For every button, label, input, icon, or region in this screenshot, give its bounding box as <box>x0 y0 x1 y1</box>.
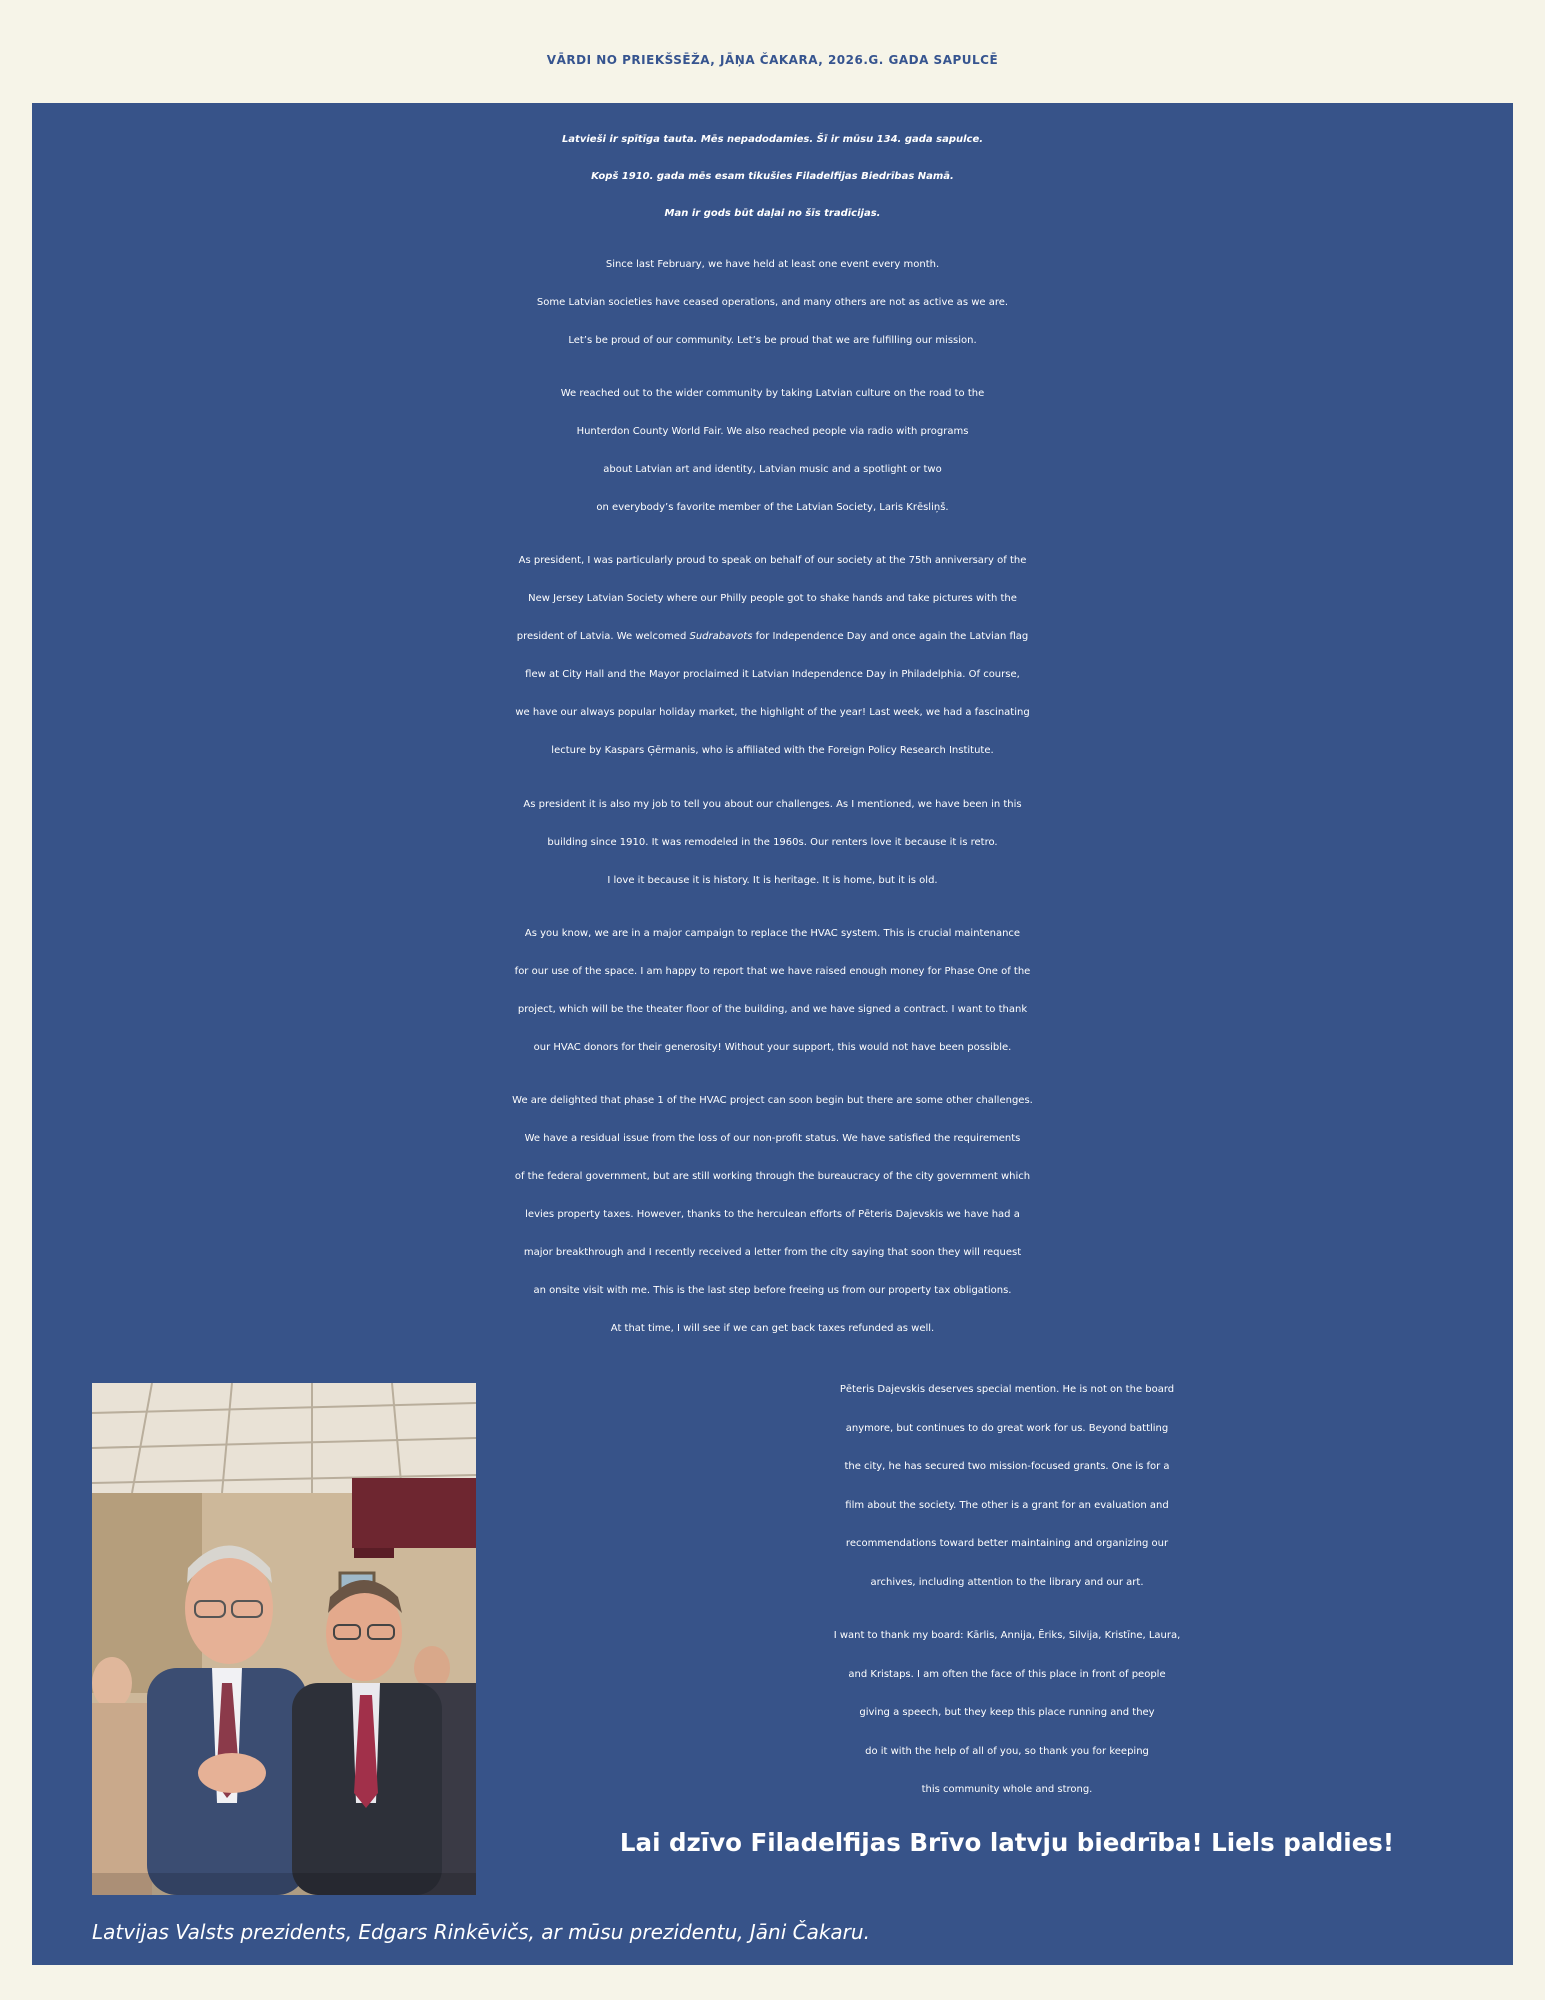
text-line: Some Latvian societies have ceased operations, and many others are not as active as we are. <box>536 297 1009 308</box>
text-line: flew at City Hall and the Mayor proclaimed it Latvian Independence Day in Philadelphia. Of course, <box>525 669 1020 680</box>
text-line: film about the society. The other is a grant for an evaluation and <box>845 1499 1169 1511</box>
text-line: on everybody’s favorite member of the Latvian Society, Laris Krēsliņš. <box>596 502 949 513</box>
intro-line: Man ir gods būt daļai no šīs tradīcijas. <box>664 208 881 219</box>
text-line: of the federal government, but are still working through the bureaucracy of the city government which <box>514 1171 1031 1182</box>
intro-line: Latvieši ir spītīga tauta. Mēs nepadodamies. Šī ir mūsu 134. gada sapulce. <box>561 134 984 145</box>
text-line: We are delighted that phase 1 of the HVAC project can soon begin but there are some other challenges. <box>512 1095 1033 1106</box>
text-line: the city, he has secured two mission-focused grants. One is for a <box>844 1461 1170 1472</box>
text-line: our HVAC donors for their generosity! Without your support, this would not have been possible. <box>533 1042 1012 1053</box>
text-line: As president, I was particularly proud to speak on behalf of our society at the 75th anniversary of the <box>518 555 1027 566</box>
text-line: As president it is also my job to tell you about our challenges. As I mentioned, we have been in this <box>523 799 1022 810</box>
text-line: we have our always popular holiday market, the highlight of the year! Last week, we had a fascinating <box>515 707 1030 718</box>
paragraph-taxes <box>32 1082 1513 1348</box>
text-line: project, which will be the theater floor of the building, and we have signed a contract. I want to thank <box>517 1004 1028 1015</box>
paragraph-outreach <box>32 375 1513 527</box>
text-fragment: president of Latvia. We welcomed <box>516 631 690 642</box>
text-line: this community whole and strong. <box>921 1784 1093 1795</box>
page-title: VĀRDI NO PRIEKŠSĒŽA, JĀŅA ČAKARA, 2026.G. GADA SAPULCĒ <box>546 53 999 67</box>
text-line: Hunterdon County World Fair. We also reached people via radio with programs <box>576 426 969 437</box>
photo-presidents <box>92 1383 476 1895</box>
text-line: Let’s be proud of our community. Let’s be proud that we are fulfilling our mission. <box>568 335 977 346</box>
paragraph-board-thanks <box>537 1617 1477 1810</box>
paragraph-dajevskis <box>537 1371 1477 1602</box>
text-line: At that time, I will see if we can get back taxes refunded as well. <box>610 1323 935 1334</box>
text-fragment: for Independence Day and once again the Latvian flag <box>752 631 1029 642</box>
text-line: We have a residual issue from the loss of our non-profit status. We have satisfied the requirements <box>524 1133 1021 1144</box>
content-panel <box>32 103 1513 1965</box>
text-line <box>32 618 1513 656</box>
intro-latvian <box>32 121 1513 232</box>
text-line: an onsite visit with me. This is the last step before freeing us from our property tax obligations. <box>533 1285 1012 1296</box>
paragraph-challenges <box>32 786 1513 900</box>
text-line: As you know, we are in a major campaign to replace the HVAC system. This is crucial maintenance <box>524 928 1021 939</box>
text-line: major breakthrough and I recently received a letter from the city saying that soon they will request <box>523 1247 1022 1258</box>
paragraph-hvac <box>32 915 1513 1067</box>
text-line: building since 1910. It was remodeled in the 1960s. Our renters love it because it is retro. <box>547 837 998 848</box>
text-line: Since last February, we have held at least one event every month. <box>605 259 940 270</box>
text-line: for our use of the space. I am happy to report that we have raised enough money for Phase One of the <box>514 966 1031 977</box>
paragraph-events <box>32 246 1513 360</box>
text-line: do it with the help of all of you, so thank you for keeping <box>865 1745 1149 1757</box>
closing-statement: Lai dzīvo Filadelfijas Brīvo latvju biedrība! Liels paldies! <box>619 1828 1395 1857</box>
text-line: New Jersey Latvian Society where our Philly people got to shake hands and take pictures with the <box>528 593 1017 604</box>
photo-caption: Latvijas Valsts prezidents, Edgars Rinkēvičs, ar mūsu prezidentu, Jāni Čakaru. <box>92 1920 870 1944</box>
text-line: We reached out to the wider community by taking Latvian culture on the road to the <box>560 388 985 399</box>
text-line: about Latvian art and identity, Latvian music and a spotlight or two <box>603 464 942 475</box>
emphasis-text: Sudrabavots <box>689 631 753 642</box>
intro-line: Kopš 1910. gada mēs esam tikušies Filadelfijas Biedrības Namā. <box>591 171 954 182</box>
text-line: I love it because it is history. It is heritage. It is home, but it is old. <box>607 875 938 886</box>
text-line: levies property taxes. However, thanks to the herculean efforts of Pēteris Dajevskis we have had a <box>525 1209 1020 1220</box>
photo-illustration <box>92 1383 476 1895</box>
text-line: archives, including attention to the library and our art. <box>870 1576 1144 1588</box>
text-line: lecture by Kaspars Ģērmanis, who is affiliated with the Foreign Policy Research Institute. <box>551 745 994 756</box>
text-line: Pēteris Dajevskis deserves special mention. He is not on the board <box>839 1384 1175 1395</box>
paragraph-president <box>32 542 1513 770</box>
text-line: giving a speech, but they keep this place running and they <box>859 1707 1155 1718</box>
text-line: I want to thank my board: Kārlis, Annija, Ēriks, Silvija, Kristīne, Laura, <box>833 1630 1181 1641</box>
text-line: recommendations toward better maintaining and organizing our <box>845 1538 1169 1549</box>
text-line: and Kristaps. I am often the face of this place in front of people <box>848 1668 1166 1680</box>
text-line: anymore, but continues to do great work for us. Beyond battling <box>845 1422 1169 1434</box>
